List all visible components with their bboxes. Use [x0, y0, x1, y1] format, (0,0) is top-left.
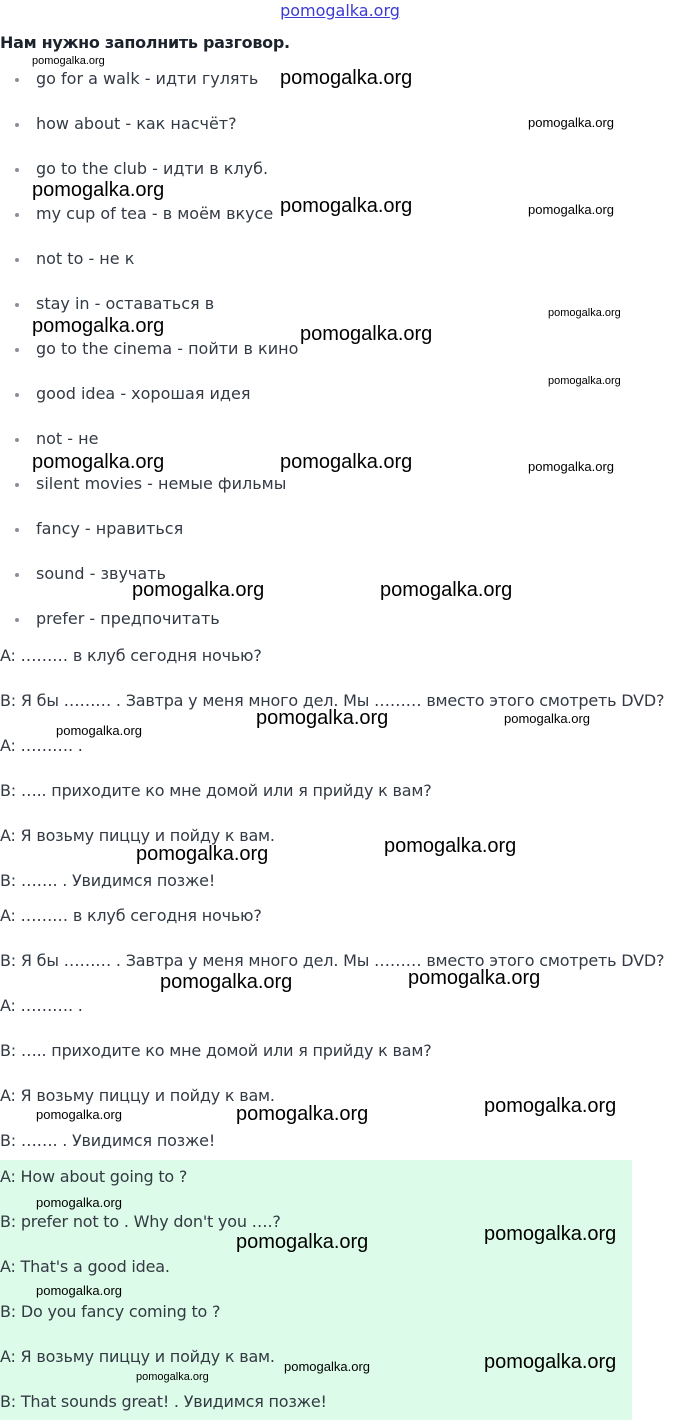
- watermark: pomogalka.org: [280, 451, 413, 473]
- dialogue-line: A: Я возьму пиццу и пойду к вам.: [0, 1086, 275, 1105]
- watermark: pomogalka.org: [36, 1107, 122, 1122]
- watermark: pomogalka.org: [484, 1095, 617, 1117]
- watermark: pomogalka.org: [36, 1283, 122, 1298]
- watermark: pomogalka.org: [132, 579, 265, 601]
- dialogue-line: B: Я бы ……… . Завтра у меня много дел. Мы ……… вместо этого смотреть DVD?: [0, 951, 665, 970]
- watermark: pomogalka.org: [280, 195, 413, 217]
- dialogue-line: B: ….. приходите ко мне домой или я прийду к вам?: [0, 1041, 432, 1060]
- dialogue-line: A: ……… в клуб сегодня ночью?: [0, 646, 262, 665]
- dialogue-line: B: ……. . Увидимся позже!: [0, 1131, 216, 1150]
- watermark: pomogalka.org: [300, 323, 433, 345]
- answer-line: A: That's a good idea.: [0, 1257, 170, 1276]
- task-title: Нам нужно заполнить разговор.: [0, 33, 290, 52]
- watermark: pomogalka.org: [32, 55, 105, 67]
- watermark: pomogalka.org: [484, 1351, 617, 1373]
- bullet-icon: [15, 168, 19, 172]
- bullet-icon: [15, 258, 19, 262]
- dialogue-line: B: ….. приходите ко мне домой или я прийду к вам?: [0, 781, 432, 800]
- dialogue-line: B: Я бы ……… . Завтра у меня много дел. Мы ……… вместо этого смотреть DVD?: [0, 691, 665, 710]
- bullet-icon: [15, 618, 19, 622]
- watermark: pomogalka.org: [32, 179, 165, 201]
- answer-line: B: prefer not to . Why don't you ….?: [0, 1212, 281, 1231]
- bullet-icon: [15, 438, 19, 442]
- watermark: pomogalka.org: [236, 1231, 369, 1253]
- dialogue-line: A: ………. .: [0, 736, 83, 755]
- bullet-icon: [15, 213, 19, 217]
- dialogue-line: A: Я возьму пиццу и пойду к вам.: [0, 826, 275, 845]
- watermark: pomogalka.org: [56, 723, 142, 738]
- watermark: pomogalka.org: [160, 971, 293, 993]
- site-link[interactable]: pomogalka.org: [280, 1, 400, 20]
- answer-line: A: Я возьму пиццу и пойду к вам.: [0, 1347, 275, 1366]
- watermark: pomogalka.org: [380, 579, 513, 601]
- watermark: pomogalka.org: [136, 843, 269, 865]
- bullet-icon: [15, 303, 19, 307]
- watermark: pomogalka.org: [32, 315, 165, 337]
- watermark: pomogalka.org: [504, 711, 590, 726]
- dialogue-line: A: ……… в клуб сегодня ночью?: [0, 906, 262, 925]
- bullet-icon: [15, 483, 19, 487]
- watermark: pomogalka.org: [280, 67, 413, 89]
- watermark: pomogalka.org: [36, 1195, 122, 1210]
- dialogue-line: A: ………. .: [0, 996, 83, 1015]
- watermark: pomogalka.org: [528, 202, 614, 217]
- watermark: pomogalka.org: [528, 115, 614, 130]
- bullet-icon: [15, 528, 19, 532]
- watermark: pomogalka.org: [408, 967, 541, 989]
- dialogue-line: B: ……. . Увидимся позже!: [0, 871, 216, 890]
- bullet-icon: [15, 573, 19, 577]
- answer-line: B: That sounds great! . Увидимся позже!: [0, 1392, 327, 1411]
- watermark: pomogalka.org: [548, 375, 621, 387]
- answer-line: A: How about going to ?: [0, 1167, 188, 1186]
- watermark: pomogalka.org: [484, 1223, 617, 1245]
- bullet-icon: [15, 123, 19, 127]
- watermark: pomogalka.org: [528, 459, 614, 474]
- watermark: pomogalka.org: [256, 707, 389, 729]
- bullet-icon: [15, 393, 19, 397]
- watermark: pomogalka.org: [284, 1359, 370, 1374]
- watermark: pomogalka.org: [136, 1371, 209, 1383]
- watermark: pomogalka.org: [548, 307, 621, 319]
- bullet-icon: [15, 78, 19, 82]
- answer-line: B: Do you fancy coming to ?: [0, 1302, 221, 1321]
- watermark: pomogalka.org: [32, 451, 165, 473]
- watermark: pomogalka.org: [384, 835, 517, 857]
- watermark: pomogalka.org: [236, 1103, 369, 1125]
- bullet-icon: [15, 348, 19, 352]
